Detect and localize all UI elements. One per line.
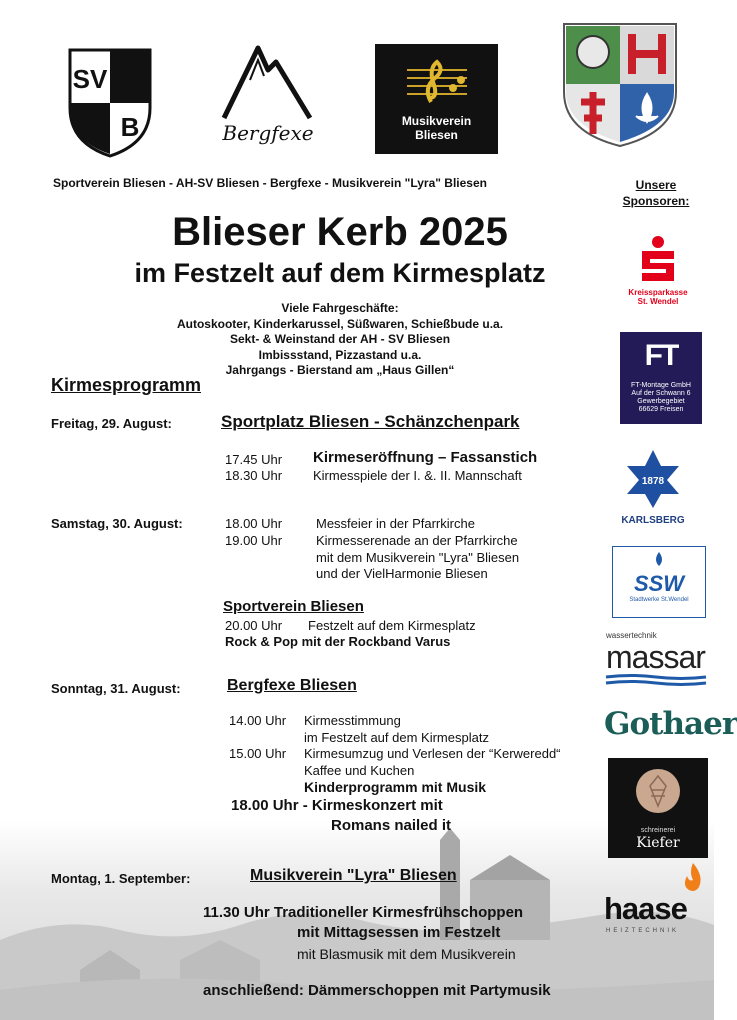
sponsor-kiefer — [608, 758, 708, 858]
sunday-date: Sonntag, 31. August: — [51, 681, 181, 696]
massar-wave-icon — [606, 674, 706, 686]
sponsor-ssw — [612, 546, 706, 618]
ft-line: 66629 Freisen — [638, 406, 684, 413]
monday-event-music: mit Blasmusik mit dem Musikverein — [297, 946, 516, 962]
sunday-event-line: im Festzelt auf dem Kirmesplatz — [304, 729, 489, 745]
karlsberg-year: 1878 — [641, 476, 665, 487]
monday-event-lunch: mit Mittagsessen im Festzelt — [297, 924, 501, 941]
sunday-event-line: Kaffee und Kuchen — [304, 762, 415, 778]
attractions-list — [0, 301, 680, 379]
page-subtitle: im Festzelt auf dem Kirmesplatz — [134, 258, 546, 288]
flame-icon — [680, 862, 706, 894]
karlsberg-name: KARLSBERG — [621, 515, 685, 526]
page-title: Blieser Kerb 2025 — [172, 210, 508, 254]
friday-venue: Sportplatz Bliesen - Schänzchenpark — [221, 412, 520, 431]
monday-date: Montag, 1. September: — [51, 871, 191, 886]
sunday-event-time: 14.00 Uhr — [229, 713, 287, 728]
saturday-serenade-line: mit dem Musikverein "Lyra" Bliesen — [316, 549, 520, 565]
sunday-event-text — [304, 713, 489, 746]
saturday-rockband: Rock & Pop mit der Rockband Varus — [225, 634, 451, 649]
attractions-item: Viele Fahrgeschäfte: — [281, 301, 399, 315]
sponsors-heading — [618, 177, 694, 209]
massar-small: wassertechnik — [606, 631, 657, 640]
sponsor-karlsberg — [620, 448, 686, 526]
saturday-event-time: 20.00 Uhr — [225, 618, 283, 633]
sponsor-gothaer: Gothaer — [604, 706, 737, 742]
saturday-serenade-line: Kirmesserenade an der Pfarrkirche — [316, 533, 518, 548]
bergfexe-logo — [220, 40, 314, 150]
sunday-event-line: Kirmesumzug und Verlesen der “Kerweredd“ — [304, 746, 561, 761]
sponsors-heading-line: Unsere — [635, 178, 677, 192]
attractions-item: Jahrgangs - Bierstand am „Haus Gillen“ — [225, 363, 455, 377]
saturday-event-time: 18.00 Uhr — [225, 516, 283, 531]
bergfexe-logo-text: Bergfexe — [222, 121, 314, 145]
kiefer-name: Kiefer — [636, 835, 680, 851]
sunday-kids-program: Kinderprogramm mit Musik — [304, 779, 487, 795]
saturday-event-time: 19.00 Uhr — [225, 533, 283, 548]
saturday-event-text: Messfeier in der Pfarrkirche — [316, 516, 475, 531]
musikverein-logo — [375, 44, 498, 154]
musikverein-logo-line1: Musikverein — [401, 114, 472, 128]
saturday-event-text: Festzelt auf dem Kirmesplatz — [308, 618, 476, 633]
attractions-item: Imbissstand, Pizzastand u.a. — [258, 347, 422, 362]
ft-line: Gewerbegebiet — [637, 398, 685, 405]
musikverein-logo-line2: Bliesen — [415, 128, 458, 142]
sparkasse-icon — [638, 235, 678, 283]
sunday-club: Bergfexe Bliesen — [227, 677, 357, 694]
sponsors-heading-line: Sponsoren: — [622, 194, 690, 208]
treble-clef-icon — [401, 58, 473, 106]
kiefer-pinecone-icon — [635, 768, 681, 814]
sunday-event-time: 15.00 Uhr — [229, 746, 287, 761]
saturday-club: Sportverein Bliesen — [223, 598, 364, 615]
monday-event: 11.30 Uhr Traditioneller Kirmesfrühschoppen — [203, 904, 524, 921]
haase-name: haase — [604, 891, 687, 926]
sv-bliesen-logo — [68, 48, 152, 158]
sv-logo-text-sv: SV — [72, 64, 108, 94]
program-heading: Kirmesprogramm — [51, 375, 202, 395]
attractions-item: Sekt- & Weinstand der AH - SV Bliesen — [229, 332, 451, 346]
sparkasse-city: St. Wendel — [637, 297, 679, 306]
friday-event-time: 17.45 Uhr — [225, 452, 283, 467]
ft-logo-mark: FT — [644, 339, 678, 372]
kiefer-small: schreinerei — [640, 827, 676, 834]
coat-of-arms — [562, 22, 678, 148]
haase-sub: HEIZTECHNIK — [606, 928, 680, 934]
clubs-line: Sportverein Bliesen - AH-SV Bliesen - Bergfexe - Musikverein "Lyra" Bliesen — [53, 176, 487, 190]
sunday-concert: 18.00 Uhr - Kirmeskonzert mit — [231, 797, 443, 814]
sv-logo-text-b: B — [120, 112, 140, 142]
sponsor-massar — [606, 631, 706, 686]
saturday-serenade — [316, 533, 519, 583]
massar-name: massar — [606, 639, 705, 675]
saturday-serenade-line: und der VielHarmonie Bliesen — [316, 566, 488, 581]
karlsberg-star-icon — [625, 448, 681, 510]
friday-date: Freitag, 29. August: — [51, 416, 172, 431]
sponsor-kreissparkasse — [620, 235, 696, 306]
sunday-event-line: Kirmesstimmung — [304, 713, 401, 728]
sunday-event-text — [304, 746, 561, 779]
friday-event-text: Kirmesspiele der I. &. II. Mannschaft — [313, 468, 522, 483]
friday-event-text: Kirmeseröffnung – Fassanstich — [313, 449, 538, 466]
ssw-sub: Stadtwerke St.Wendel — [629, 597, 689, 603]
friday-event-time: 18.30 Uhr — [225, 468, 283, 483]
monday-closing: anschließend: Dämmerschoppen mit Partymusik — [203, 982, 551, 999]
sparkasse-name: Kreissparkasse — [628, 288, 688, 297]
sunday-band: Romans nailed it — [331, 817, 452, 834]
sponsor-ft-montage — [620, 332, 702, 424]
monday-club: Musikverein "Lyra" Bliesen — [250, 867, 457, 884]
water-drop-icon — [651, 551, 667, 567]
attractions-item: Autoskooter, Kinderkarussel, Süßwaren, Schießbude u.a. — [176, 316, 504, 331]
ssw-mark: SSW — [633, 571, 685, 596]
ft-line: Auf der Schwann 6 — [631, 390, 691, 397]
ft-line: FT-Montage GmbH — [631, 382, 691, 389]
saturday-date: Samstag, 30. August: — [51, 516, 183, 531]
